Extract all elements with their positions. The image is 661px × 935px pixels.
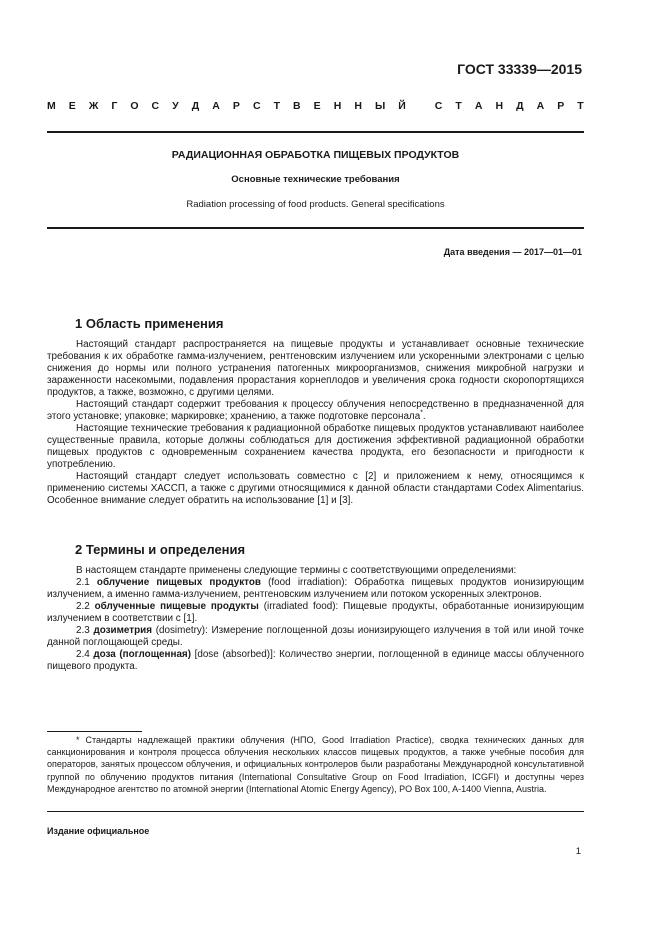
term-definition: 2.3 дозиметрия (dosimetry): Измерение поглощенной дозы ионизирующего излучения в той или иной точке данной поглощающей среды. <box>47 625 584 648</box>
category-letter: Д <box>191 100 200 112</box>
category-letter: Т <box>455 100 462 112</box>
document-title: РАДИАЦИОННАЯ ОБРАБОТКА ПИЩЕВЫХ ПРОДУКТОВ <box>171 149 460 161</box>
gost-number: ГОСТ 33339—2015 <box>457 61 582 77</box>
paragraph: Настоящий стандарт распространяется на пищевые продукты и устанавливает основные технические требования к их обработке гамма-излучением, рентгеновским излучением или ускоренными электронами с целью снижения до нормы или полного устранения патогенных микроорганизмов, снижения микробной нагрузки и зараженности насекомыми, подавления прорастания корнеплодов и увеличения срока годности скоропортящихся продуктов, а также, возможно, с другими целями. <box>47 339 584 398</box>
term-definition: 2.1 облучение пищевых продуктов (food irradiation): Обработка пищевых продуктов ионизирующим излучением, а именно гамма-излучением, рентгеновским излучением или потоком ускоренных электронов. <box>47 577 584 600</box>
paragraph: В настоящем стандарте применены следующие термины с соответствующими определениями: <box>76 565 517 576</box>
category-letter: Г <box>111 100 118 112</box>
category-letter: Е <box>313 100 321 112</box>
category-letter: А <box>474 100 483 112</box>
standard-category <box>47 100 584 112</box>
category-letter: С <box>434 100 443 112</box>
section-1-body <box>47 339 584 507</box>
term: доза (поглощенная) <box>93 649 191 660</box>
term-definition: 2.4 доза (поглощенная) [dose (absorbed)]: Количество энергии, поглощенной в единице массы облученного пищевого продукта. <box>47 649 584 672</box>
category-letter: В <box>293 100 301 112</box>
category-letter: Ж <box>88 100 99 112</box>
paragraph: Настоящие технические требования к радиационной обработке пищевых продуктов устанавливают наиболее существенные правила, которые должны соблюдаться для достижения эффективной радиационной обработки пищевых продуктов с одновременным сохранением качества продукта, его безопасности и пригодности к употреблению. <box>47 423 584 470</box>
document-subtitle: Основные технические требования <box>231 174 400 185</box>
introduction-date: Дата введения — 2017—01—01 <box>443 247 582 257</box>
footnote <box>47 734 584 795</box>
english-title: Radiation processing of food products. General specifications <box>186 199 445 210</box>
category-letter: У <box>172 100 179 112</box>
category-letter: Е <box>68 100 76 112</box>
official-edition-label: Издание официальное <box>47 826 150 836</box>
term: дозиметрия <box>93 625 152 636</box>
category-letter: Т <box>577 100 584 112</box>
category-letter: О <box>130 100 139 112</box>
category-letter: Н <box>495 100 504 112</box>
category-letter: Д <box>516 100 524 112</box>
category-letter: А <box>536 100 545 112</box>
category-letter: М <box>47 100 56 112</box>
paragraph: Настоящий стандарт содержит требования к процессу облучения непосредственно в предназначенной для этого установке; упаковке; маркировке; хранению, а также подготовке персонала*. <box>47 399 584 422</box>
category-letter: Н <box>354 100 362 112</box>
category-letter: С <box>151 100 160 112</box>
category-letter: А <box>212 100 220 112</box>
footnote-marker[interactable]: * <box>420 409 423 417</box>
footnote-separator <box>47 731 142 732</box>
category-letter: С <box>252 100 261 112</box>
category-letter: Й <box>398 100 406 112</box>
category-letter: Р <box>557 100 565 112</box>
term: облучение пищевых продуктов <box>96 577 261 588</box>
section-2-heading: 2 Термины и определения <box>75 542 246 557</box>
category-letter: Т <box>273 100 280 112</box>
category-letter: Н <box>333 100 342 112</box>
top-rule <box>47 131 584 133</box>
footnote-mark: * <box>76 735 80 745</box>
category-letter <box>419 100 422 112</box>
footnote-text: Стандарты надлежащей практики облучения (НПО, Good Irradiation Practice), сводка технических данных для санкционирования и контроля процесса облучения нескольких классов пищевых продуктов, а также учебные пособия для операторов, занятых процессом облучения, и официальных контролеров были разработаны Международной консультативной группой по облучению продуктов питания (International Consultative Group on Food Irradiation, ICGFI) и доступны через Международное агентство по атомной энергии (International Atomic Energy Agency), PO Box 100, A-1400 Vienna, Austria. <box>47 735 584 794</box>
section-2-body <box>47 565 584 673</box>
term-definition: 2.2 облученные пищевые продукты (irradiated food): Пищевые продукты, обработанные ионизирующим излучением в соответствии с [1]. <box>47 601 585 624</box>
title-bottom-rule <box>47 227 584 229</box>
category-letter: Ы <box>374 100 386 112</box>
paragraph: Настоящий стандарт следует использовать совместно с [2] и приложением к нему, относящимся к применению системы ХАССП, а также с другими относящимися к данной области стандартами Codex Alimentarius. Особенное внимание следует обратить на использование [1] и [3]. <box>47 471 584 506</box>
page-number: 1 <box>575 846 581 857</box>
section-1-heading: 1 Область применения <box>75 316 224 331</box>
footer-rule <box>47 811 584 812</box>
category-letter: Р <box>232 100 240 112</box>
term: облученные пищевые продукты <box>94 601 259 612</box>
